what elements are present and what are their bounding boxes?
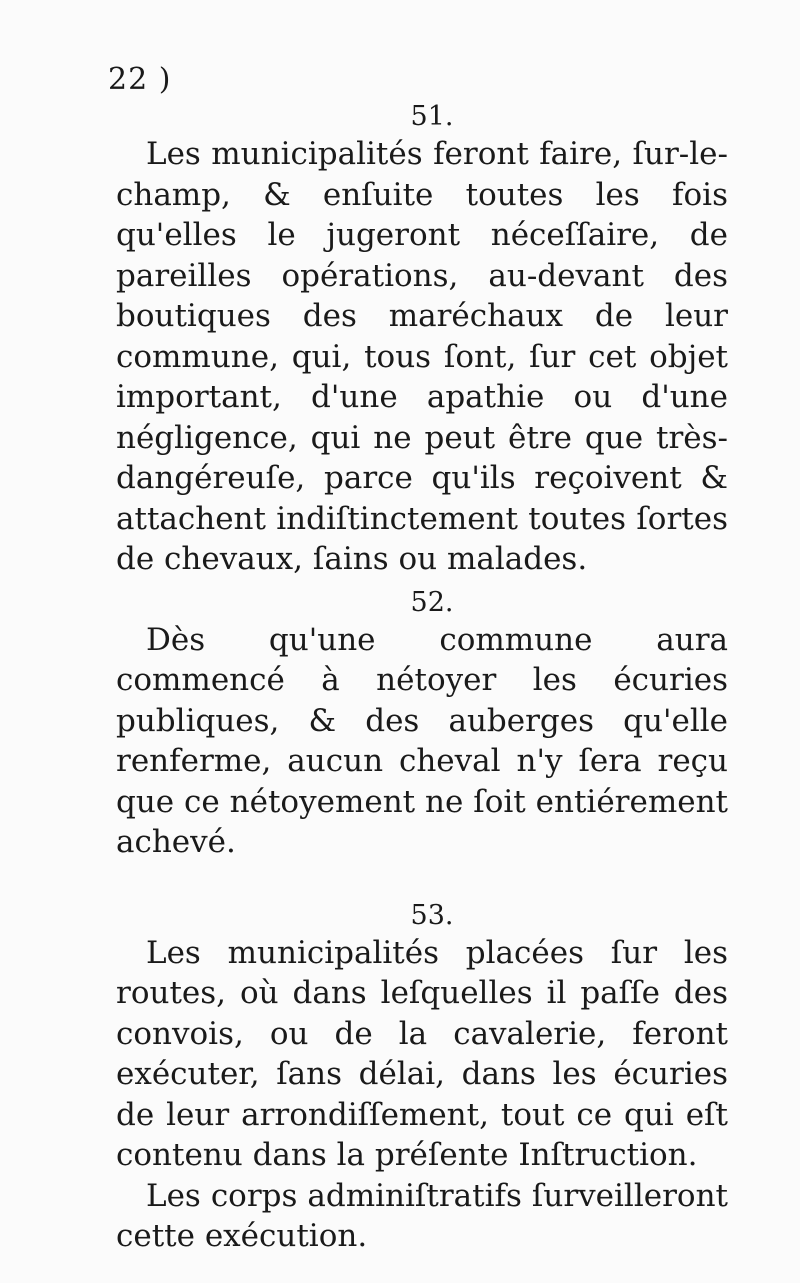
article-paragraph: Les municipalités placées ſur les routes, où dans leſquelles il paſſe des convois, ou de la cavalerie, feront exécuter, ſans délai, dans les écuries de leur arrondiſſement, tout ce qui eſt contenu dans la préſente Inſtruction. bbox=[116, 934, 728, 1173]
document-body bbox=[116, 100, 728, 1257]
article-paragraph: Dès qu'une commune aura commencé à nétoyer les écuries publiques, & des auberges qu'elle renferme, aucun cheval n'y ſera reçu que ce nétoyement ne ſoit entiérement achevé. bbox=[116, 621, 728, 860]
article-52 bbox=[116, 586, 728, 863]
article-paragraph: Les municipalités feront faire, ſur-le-champ, & enſuite toutes les fois qu'elles le jugeront néceſſaire, de pareilles opérations, au-devant des boutiques des maréchaux de leur commune, qui, tous ſont, ſur cet objet important, d'une apathie ou d'une négligence, qui ne peut être que très-dangéreuſe, parce qu'ils reçoivent & attachent indiſtinctement toutes ſortes de chevaux, ſains ou malades. bbox=[116, 136, 728, 577]
article-number: 52. bbox=[410, 586, 454, 618]
article-51 bbox=[116, 100, 728, 580]
article-number: 51. bbox=[410, 101, 454, 132]
article-paragraph: Les corps adminiſtratifs ſurveilleront cette exécution. bbox=[116, 1177, 728, 1254]
article-number: 53. bbox=[410, 899, 454, 931]
page-number: 22 ) bbox=[108, 62, 172, 97]
article-53 bbox=[116, 899, 728, 1257]
